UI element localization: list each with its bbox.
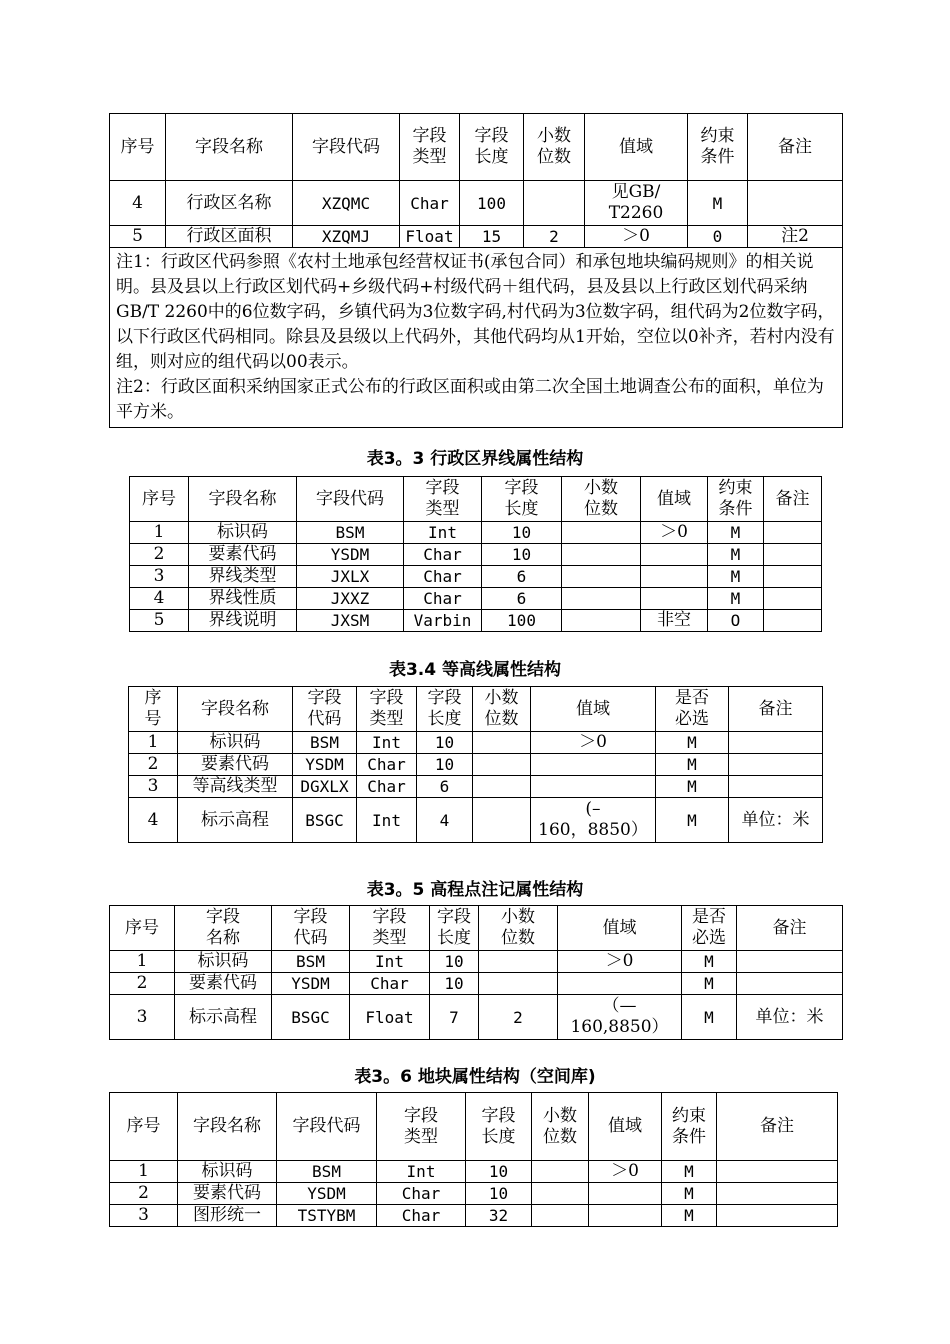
table-cell: O <box>708 610 764 632</box>
table-cell: 4 <box>417 798 473 843</box>
header-cell: 序号 <box>110 906 175 951</box>
table-5-block <box>109 1092 838 1227</box>
header-cell: 小数 位数 <box>524 114 585 181</box>
header-cell: 序号 <box>130 477 189 522</box>
table-cell: M <box>708 544 764 566</box>
table-3-caption: 表3.4 等高线属性结构 <box>388 660 562 680</box>
table-cell: M <box>656 732 729 754</box>
header-cell: 值域 <box>558 906 682 951</box>
table-cell <box>473 776 531 798</box>
table-cell <box>562 544 641 566</box>
table-cell: YSDM <box>293 754 357 776</box>
header-cell: 字段 类型 <box>350 906 430 951</box>
table-cell: 1 <box>110 951 175 973</box>
header-cell: 字段 类型 <box>404 477 482 522</box>
table-cell: 2 <box>479 995 558 1040</box>
table-cell: M <box>656 798 729 843</box>
header-cell: 字段代码 <box>297 477 404 522</box>
table-cell: 界线说明 <box>189 610 297 632</box>
table-cell: Char <box>404 544 482 566</box>
table-cell: 7 <box>430 995 479 1040</box>
table-cell: Int <box>350 951 430 973</box>
header-cell: 备注 <box>737 906 843 951</box>
table-cell: 100 <box>460 181 524 226</box>
header-cell: 字段 长度 <box>430 906 479 951</box>
table-cell: 标示高程 <box>175 995 272 1040</box>
table-row <box>130 588 822 610</box>
header-cell: 字段代码 <box>293 114 400 181</box>
table-cell: 行政区面积 <box>166 226 293 248</box>
header-cell: 备注 <box>764 477 822 522</box>
table-cell: ＞0 <box>589 1161 662 1183</box>
table-cell: 单位：米 <box>729 798 823 843</box>
table-cell <box>764 566 822 588</box>
table-cell: 标识码 <box>189 522 297 544</box>
table-cell: 10 <box>417 754 473 776</box>
table-cell: 要素代码 <box>178 754 293 776</box>
table-cell <box>479 951 558 973</box>
table-notes-row <box>110 248 843 428</box>
table-cell: M <box>662 1161 717 1183</box>
header-cell: 字段 名称 <box>175 906 272 951</box>
table-cell: 10 <box>466 1161 532 1183</box>
table-cell: XZQMC <box>293 181 400 226</box>
table-cell <box>473 754 531 776</box>
header-cell: 字段 类型 <box>377 1093 466 1161</box>
table-header-row <box>110 1093 838 1161</box>
table-cell <box>531 754 656 776</box>
header-cell: 字段名称 <box>178 1093 277 1161</box>
table-cell <box>764 522 822 544</box>
table-cell: 2 <box>524 226 585 248</box>
table-cell: M <box>708 588 764 610</box>
header-cell: 字段 类型 <box>357 687 417 732</box>
table-cell: 3 <box>110 1205 178 1227</box>
header-cell: 字段名称 <box>189 477 297 522</box>
table-cell: M <box>656 776 729 798</box>
table-cell: XZQMJ <box>293 226 400 248</box>
table-cell <box>589 1205 662 1227</box>
table-cell: 2 <box>110 973 175 995</box>
header-cell: 字段 长度 <box>466 1093 532 1161</box>
table-cell: 10 <box>482 544 562 566</box>
note-1: 注1：行政区代码参照《农村土地承包经营权证书(承包合同）和承包地块编码规则》的相关说明。县及县以上行政区划代码+乡级代码+村级代码＋组代码，县及县以上行政区划代码采纳GB/T 2260中的6位数字码，乡镇代码为3位数字码,村代码为3位数字码，组代码为2位数字码，以下行政区代码相同。除县及县级以上代码外，其他代码均从1开始，空位以0补齐，若村内没有组，则对应的组代码以00表示。 <box>116 252 835 372</box>
table-cell: YSDM <box>277 1183 377 1205</box>
table-cell: M <box>682 973 737 995</box>
table-row <box>110 1183 838 1205</box>
table-cell <box>717 1161 838 1183</box>
table-header-row <box>110 114 843 181</box>
header-cell: 字段 代码 <box>272 906 350 951</box>
table-cell: ＞0 <box>641 522 708 544</box>
table-header-row <box>110 906 843 951</box>
table-cell: M <box>662 1205 717 1227</box>
table-cell: TSTYBM <box>277 1205 377 1227</box>
header-cell: 序号 <box>110 1093 178 1161</box>
table-cell: 标识码 <box>178 732 293 754</box>
table-cell: M <box>688 181 748 226</box>
table-row <box>110 951 843 973</box>
header-cell: 值域 <box>589 1093 662 1161</box>
table-cell: （— 160,8850） <box>558 995 682 1040</box>
table-row <box>110 1161 838 1183</box>
table-cell: 0 <box>688 226 748 248</box>
table-cell: Char <box>404 588 482 610</box>
table-cell: 32 <box>466 1205 532 1227</box>
header-cell: 是否 必选 <box>656 687 729 732</box>
table-cell: ＞0 <box>585 226 688 248</box>
table-cell: 5 <box>110 226 166 248</box>
table-cell: Int <box>377 1161 466 1183</box>
table-cell: 4 <box>110 181 166 226</box>
table-cell: 4 <box>129 798 178 843</box>
header-cell: 是否 必选 <box>682 906 737 951</box>
table-cell: Float <box>350 995 430 1040</box>
header-cell: 小数 位数 <box>473 687 531 732</box>
table-cell: 3 <box>129 776 178 798</box>
table-cell: BSGC <box>272 995 350 1040</box>
table-cell <box>729 732 823 754</box>
table-cell: (– 160，8850） <box>531 798 656 843</box>
header-cell: 字段 长度 <box>417 687 473 732</box>
table-cell: Int <box>357 732 417 754</box>
table-cell: 6 <box>417 776 473 798</box>
table-cell: 4 <box>130 588 189 610</box>
table-cell: 10 <box>430 951 479 973</box>
table-cell: 界线类型 <box>189 566 297 588</box>
table-row <box>110 995 843 1040</box>
table-cell <box>531 776 656 798</box>
table-cell: 单位：米 <box>737 995 843 1040</box>
table-cell: M <box>708 566 764 588</box>
table-row <box>129 754 823 776</box>
table-cell <box>473 798 531 843</box>
table-cell <box>717 1205 838 1227</box>
table-cell <box>717 1183 838 1205</box>
table-cell: Char <box>377 1205 466 1227</box>
table-cell: 要素代码 <box>175 973 272 995</box>
table-2 <box>129 476 822 632</box>
table-header-row <box>130 477 822 522</box>
table-cell: YSDM <box>297 544 404 566</box>
table-1 <box>109 113 843 428</box>
table-cell: 见GB/ T2260 <box>585 181 688 226</box>
table-cell: 要素代码 <box>189 544 297 566</box>
table-cell <box>479 973 558 995</box>
header-cell: 约束 条件 <box>708 477 764 522</box>
table-cell: Char <box>404 566 482 588</box>
table-cell: 5 <box>130 610 189 632</box>
table-row <box>130 566 822 588</box>
table-cell <box>562 610 641 632</box>
table-cell: Float <box>400 226 460 248</box>
table-4-caption: 表3。5 高程点注记属性结构 <box>366 880 584 900</box>
table-cell: Char <box>400 181 460 226</box>
table-cell: YSDM <box>272 973 350 995</box>
table-cell <box>641 544 708 566</box>
table-cell: 非空 <box>641 610 708 632</box>
table-cell: 图形统一 <box>178 1205 277 1227</box>
header-cell: 备注 <box>717 1093 838 1161</box>
table-cell <box>532 1183 589 1205</box>
header-cell: 值域 <box>641 477 708 522</box>
table-cell: 10 <box>417 732 473 754</box>
table-cell: 标示高程 <box>178 798 293 843</box>
table-cell: BSGC <box>293 798 357 843</box>
table-cell <box>532 1161 589 1183</box>
table-row <box>130 522 822 544</box>
header-cell: 字段 长度 <box>482 477 562 522</box>
table-cell <box>524 181 585 226</box>
table-cell <box>641 566 708 588</box>
table-cell: 界线性质 <box>189 588 297 610</box>
table-header-row <box>129 687 823 732</box>
table-cell: 标识码 <box>175 951 272 973</box>
table-cell <box>562 522 641 544</box>
table-cell: 行政区名称 <box>166 181 293 226</box>
header-cell: 约束 条件 <box>662 1093 717 1161</box>
table-cell: 6 <box>482 588 562 610</box>
table-cell: 100 <box>482 610 562 632</box>
table-cell: JXLX <box>297 566 404 588</box>
table-cell <box>764 544 822 566</box>
header-cell: 小数 位数 <box>532 1093 589 1161</box>
table-cell: Varbin <box>404 610 482 632</box>
table-cell: 2 <box>130 544 189 566</box>
table-cell <box>764 610 822 632</box>
table-cell: JXSM <box>297 610 404 632</box>
table-cell: 注2 <box>748 226 843 248</box>
table-row <box>129 798 823 843</box>
table-cell: JXXZ <box>297 588 404 610</box>
header-cell: 约束 条件 <box>688 114 748 181</box>
header-cell: 字段名称 <box>166 114 293 181</box>
header-cell: 小数 位数 <box>479 906 558 951</box>
header-cell: 备注 <box>729 687 823 732</box>
header-cell: 字段代码 <box>277 1093 377 1161</box>
table-cell: BSM <box>272 951 350 973</box>
table-cell: ＞0 <box>558 951 682 973</box>
table-cell: Char <box>357 776 417 798</box>
table-4-block <box>109 905 843 1040</box>
table-row <box>110 226 843 248</box>
table-cell <box>641 588 708 610</box>
table-row <box>130 610 822 632</box>
table-5-caption: 表3。6 地块属性结构（空间库) <box>354 1067 596 1087</box>
table-cell: 标识码 <box>178 1161 277 1183</box>
table-row <box>129 732 823 754</box>
table-cell <box>558 973 682 995</box>
table-notes <box>110 248 843 428</box>
table-cell: Char <box>350 973 430 995</box>
table-cell: BSM <box>293 732 357 754</box>
header-cell: 值域 <box>531 687 656 732</box>
table-4 <box>109 905 843 1040</box>
table-cell <box>589 1183 662 1205</box>
header-cell: 备注 <box>748 114 843 181</box>
table-cell <box>737 951 843 973</box>
table-cell: Char <box>357 754 417 776</box>
table-cell <box>532 1205 589 1227</box>
table-cell <box>729 754 823 776</box>
table-cell: Int <box>404 522 482 544</box>
table-cell: 2 <box>129 754 178 776</box>
note-2: 注2：行政区面积采纳国家正式公布的行政区面积或由第二次全国土地调查公布的面积，单位为平方米。 <box>116 377 824 422</box>
table-cell: 1 <box>130 522 189 544</box>
table-row <box>129 776 823 798</box>
table-row <box>110 181 843 226</box>
table-cell: 1 <box>110 1161 178 1183</box>
table-2-caption: 表3。3 行政区界线属性结构 <box>366 449 584 469</box>
table-cell <box>737 973 843 995</box>
table-cell: M <box>656 754 729 776</box>
table-cell: 等高线类型 <box>178 776 293 798</box>
table-cell: Int <box>357 798 417 843</box>
table-cell <box>562 566 641 588</box>
table-cell: 10 <box>466 1183 532 1205</box>
table-cell: M <box>662 1183 717 1205</box>
header-cell: 字段 类型 <box>400 114 460 181</box>
table-cell: 6 <box>482 566 562 588</box>
table-cell: 1 <box>129 732 178 754</box>
header-cell: 序号 <box>110 114 166 181</box>
table-cell: 3 <box>130 566 189 588</box>
table-row <box>130 544 822 566</box>
table-cell: 10 <box>482 522 562 544</box>
table-cell <box>748 181 843 226</box>
table-cell <box>473 732 531 754</box>
table-cell: 要素代码 <box>178 1183 277 1205</box>
table-row <box>110 1205 838 1227</box>
table-3 <box>128 686 823 843</box>
header-cell: 字段 长度 <box>460 114 524 181</box>
table-cell: DGXLX <box>293 776 357 798</box>
table-cell: ＞0 <box>531 732 656 754</box>
table-cell: M <box>708 522 764 544</box>
header-cell: 字段名称 <box>178 687 293 732</box>
table-cell: Char <box>377 1183 466 1205</box>
table-row <box>110 973 843 995</box>
table-cell <box>562 588 641 610</box>
table-cell: 15 <box>460 226 524 248</box>
table-cell: M <box>682 995 737 1040</box>
table-3-block <box>128 686 823 843</box>
header-cell: 序 号 <box>129 687 178 732</box>
table-cell: M <box>682 951 737 973</box>
header-cell: 值域 <box>585 114 688 181</box>
header-cell: 字段 代码 <box>293 687 357 732</box>
header-cell: 小数 位数 <box>562 477 641 522</box>
table-cell <box>764 588 822 610</box>
table-cell: 10 <box>430 973 479 995</box>
table-2-block <box>129 476 822 632</box>
table-cell: BSM <box>297 522 404 544</box>
table-1-block <box>109 113 843 428</box>
table-cell: 3 <box>110 995 175 1040</box>
table-cell <box>729 776 823 798</box>
table-cell: 2 <box>110 1183 178 1205</box>
table-5 <box>109 1092 838 1227</box>
table-cell: BSM <box>277 1161 377 1183</box>
